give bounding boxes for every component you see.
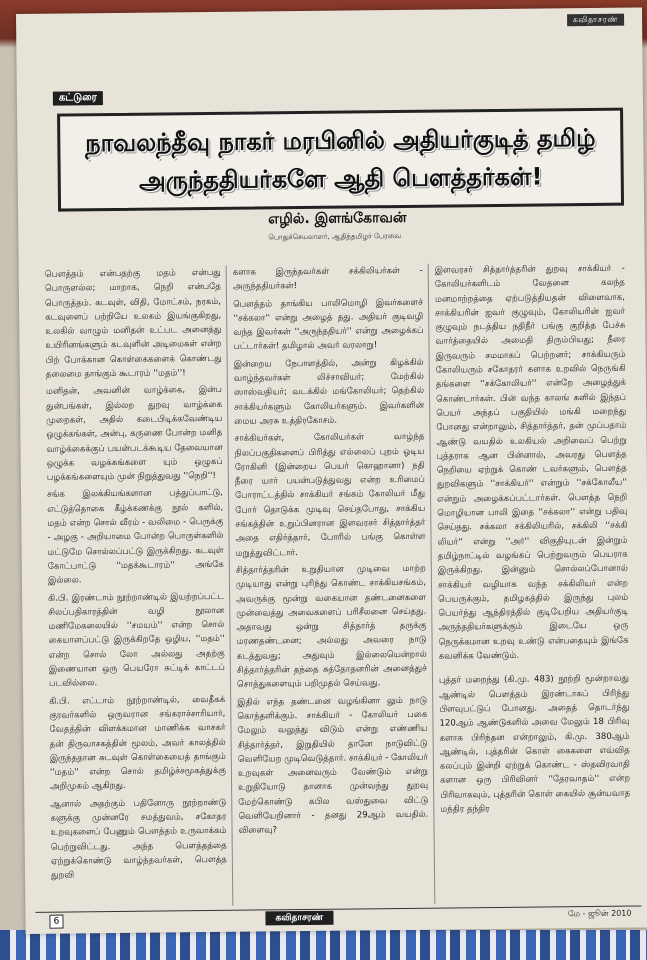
paragraph: புத்தர் மறைந்து (கி.மு. 483) நூற்றி மூன்றாவது ஆண்டில் பௌத்தம் இரண்டாகப் பிரிந்து பிளவுபட்டுப் போனது. அதைத் தொடர்ந்து 120ஆம் ஆண்டுகளில் அவை மேலும் 18 பிரிவு களாக பிரிந்தன என்றாலும், கி.மு. 380ஆம் ஆண்டில், புத்தரின் கொள் கைகளை எவ்வித கலப்பும் இன்றி ஏற்றுக் கொண்ட - ஸ்தவிரவாதி களான ஒரு பிரிவினர் ''தேரவாதம்'' என்ற பிரிவாகவும், புத்தரின் கொள் கையில் சூன்யவாத மந்திர தந்திர — [438, 673, 631, 815]
column-3 — [435, 262, 632, 904]
page-number: 6 — [49, 915, 63, 929]
page-footer — [35, 906, 641, 929]
magazine-page — [16, 7, 647, 934]
running-head: கவிதாசரண் — [567, 14, 624, 27]
bottom-fabric — [0, 930, 647, 960]
paragraph: ஆனால் அதற்கும் பதினோரு நூற்றாண்டு களுக்கு முன்னரே சமத்துவம், சகோதர உறவுகளைப் பேணும் பௌத்தம் உருவாக்கம் பெற்றுவிட்டது. அந்த பௌத்தத்தை ஏற்றுக்கொண்டு வாழ்ந்தவர்கள், பௌத்த துறவி — [50, 797, 227, 881]
author-name: எழில். இளங்கோவன் — [268, 209, 407, 228]
column-divider — [226, 266, 234, 906]
paragraph: மனிதன், அவனின் வாழ்க்கை, இன்ப துன்பங்கள், இல்லற துறவு வாழ்க்கை முறைகள், அதில் கடைபிடிக்கவேண்டிய ஒழுக்கங்கள், அன்பு, கருணை போன்ற மனித வாழ்க்கைக்குப் பயன்படக்கூடிய தேவையான ஒழுக்க வழக்கங்களை யும் ஒழுகப் பழக்கங்களையும் முன் நிறுத்துவது ''நெறி''! — [45, 385, 223, 483]
footer-date: மே - ஜூன் 2010 — [567, 908, 632, 919]
author-role: பொதுச்செயலாளர், ஆதித்தமிழர் பேரவை — [268, 231, 402, 242]
paragraph: களாக இருந்தவர்கள் சக்கிலியர்கள் - அருந்ததியர்கள்! — [232, 265, 423, 293]
footer-brand: கவிதாசரண் — [265, 911, 333, 926]
paragraph: சித்தார்த்தரின் உறுதியான முடிவை மாற்ற முடியாது என்று புரிந்து கொண்ட சாக்கியசங்கம், அவருக்கு மூன்று வகையான தண்டனைகளை முன்வைத்து அவைகளைப் பரிசீலனை செய்தது. அதாவது ஒன்று சித்தார்த் தருக்கு மரணதண்டனை; அல்லது அவரை நாடு கடத்துவது; அதுவும் இல்லையென்றால் சித்தார்த்தரின் தந்தை சுத்தோதனரின் அனைத்துச் சொத்துகளையும் பறிமுதல் செய்வது. — [235, 563, 427, 691]
column-2 — [233, 264, 430, 906]
paragraph: கி.பி. இரண்டாம் நூற்றாண்டில் இயற்றப்பட்ட சிலப்பதிகாரத்தின் வழி நூலான மணிமேகலையில் ''சமயம்'' என்ற சொல் கையாளப்பட்டு இருக்கிறதே ஒழிய, ''மதம்'' என்ற சொல் லோ அல்லது அதற்கு இணையான ஒரு பெயரோ சுட்டிக் காட்டப் படவில்லை. — [48, 591, 225, 690]
paragraph: பௌத்தம் தாங்கிய பாலிமொழி இவர்களைச் ''சக்கலா'' என்று அழைத் தது. அதியர் குடிவழி வந்த இவர்கள் ''அருந்ததியர்'' என்று அழைக்கப் பட்டார்கள்! தமிழால் அவர் வரலாறு! — [232, 297, 424, 353]
paragraph: சங்க இலக்கியங்களான பத்துப்பாட்டு, எட்டுத்தொகை கீழ்க்கணக்கு நூல் களில், மதம் என்ற சொல் வீரம் - வலிமை - பெருக்கு - அழகு - அறியாமை போன்ற பொருள்களில் மட்டுமே சொல்லப்பட்டு இருக்கிறது. கடவுள் கோட்பாட்டு ''மதக்கூடாரம்'' அங்கே இல்லை. — [46, 488, 224, 586]
paragraph: இளவரசர் சித்தார்த்தரின் துறவு சாக்கியர் - கோலியர்களிடம் வேதனை கலந்த மனமாற்றத்தை ஏற்படுத்தியதன் விளைவாக, சாக்கியரின் ஐவர் குழுவும், கோலியரின் ஐவர் குழுவும் நடத்திய நதிநீர் பங்கு குறித்த பேச்சு வார்த்தையில் அமைதி திரும்பியது; நீரை இருவரும் சமமாகப் பெற்றனர்; சாக்கியரும் கோலியரும் சகோதரர் களாக உறவில் நெருங்கி தங்களை ''சக்கோலியர்'' என்றே அழைத்துக் கொண்டார்கள். பின் வந்த காலங் களில் இந்தப் பெயர் அந்தப் பகுதியில் மங்கி மறைந்து போனது என்றாலும், சித்தார்த்தர், தன் முப்பதாம் ஆண்டு வயதில் உலகியல் அறிவைப் பெற்று புத்தராக ஆன பின்னால், அவரது பௌத்த நெறியை ஏற்றுக் கொண் டவர்களும், பௌத்த துறவிகளும் ''சாக்கியர்'' என்றும் ''சக்கோலீய'' என்றும் அழைக்கப்பட்டார்கள். பௌத்த நெறி மொழியான பாலி இதை ''சக்கலா'' என்று பதிவு செய்தது. சக்கலா சக்கிலியரில், சக்கிலி ''சக்கி லியர்'' என்று ''அர்'' விகுதியுடன் இன்றும் தமிழ்நாட்டில் வழங்கப் பெற்றுவரும் பெயராக இருக்கிறது. இன்னும் சொல்லப்போனால் சாக்கியர் வழியாக வந்த சக்கிலியர் என்ற பெயருக்கும், தமிழகத்தில் இருந்து புலம் பெயர்ந்து ஆந்திரத்தில் குடியேறிய அதியர்குடி அருந்ததியர்களுக்கும் இடையே ஒரு நெருக்கமான உறவு உண்டு என்பதையும் இங்கே கவனிக்க வேண்டும். — [434, 263, 629, 662]
paragraph: சாக்கியர்கள், கோலியர்கள் வாழ்ந்த நிலப்பகுதிகளைப் பிரித்து எல்லைப் புறம் ஓடிய ரோகினி (இன்றைய பெயர் கொஹானா) நதி நீரை யார் பயன்படுத்துவது என்ற உரிமைப் போராட்டத்தில் சாக்கியர் சங்கம் கோலியர் மீது போர் தொடுக்க முடிவு செய்தபோது, சாக்கிய சங்கத்தின் உறுப்பினரான இளவரசர் சித்தார்த்தர் அதை எதிர்த்தார், போரில் பங்கு கொள்ள மறுத்துவிட்டார். — [234, 432, 426, 559]
column-1 — [45, 266, 228, 908]
paragraph: பௌத்தம் என்பதற்கு மதம் என்பது பொருளல்ல; மாறாக, நெறி என்பதே பொருத்தம். கடவுள், விதி, மோட்சம், நரகம், கடவுளைப் பற்றியே உலகம் இயங்குகிறது, உலகில் வாழும் மனிதன் உட்பட அனைத்து உயிரினங்களும் கடவுளின் அடிமைகள் என்ற பிற் போக்கான கொள்கைகளைக் கொண்டது தலைமை தாங்கும் கூடாரம் ''மதம்''! — [44, 267, 222, 380]
paragraph: இதில் எந்த தண்டனை வழங்கினா லும் நாடு கொந்தளிக்கும். சாக்கியர் - கோலியர் பகை மேலும் வலுத்து விடும் என்று எண்ணிய சித்தார்த்தர், இறுதியில் தானே நாடுவிட்டு வெளியேற முடிவெடுத்தார். சாக்கியர் - கோலியர் உறவுகள் அனைவரும் வேண்டும் என்று உறுதியோடு தானாக முன்வந்து துறவு மேற்கொண்டு கபில வஸ்துவை விட்டு வெளியேறினார் - தனது 29ஆம் வயதில். விளைவு? — [237, 695, 429, 836]
section-tag: கட்டுரை — [53, 91, 103, 106]
article-title: நாவலந்தீவு நாகர் மரபினில் அதியர்குடித் தமிழ் அருந்ததியர்களே ஆதி பௌத்தர்கள்! — [85, 123, 596, 195]
paragraph: கி.பி. எட்டாம் நூற்றாண்டில், வைதீகக் குரவர்களில் ஒருவரான சங்கராச்சாரியார், வேதத்தின் விளக்கமான மாணிக்க வாசகர் தன் திருவாசகத்தின் மூலம், அவர் காலத்தில் இருந்ததான சுடவுள் கொள்கையைத் தாங்கும் ''மதம்'' என்ற சொல் தமிழ்ச்சமூகத்துக்கு அறிமுகம் ஆகிறது. — [49, 694, 226, 793]
title-box — [57, 108, 624, 212]
column-divider — [428, 264, 436, 904]
paragraph: இன்றைய நேபாளத்தில், அன்று கிழக்கில் வாழ்ந்தவர்கள் லிச்சாவியர்; மேற்கில் ஸாஸ்வதியர்; வடக்கில் மங்கோலியர்; தெற்கில் சாக்கியர்களும் கோலியர்களும். இவர்களின் மைய அரசு உத்திரகோசம். — [233, 357, 425, 427]
